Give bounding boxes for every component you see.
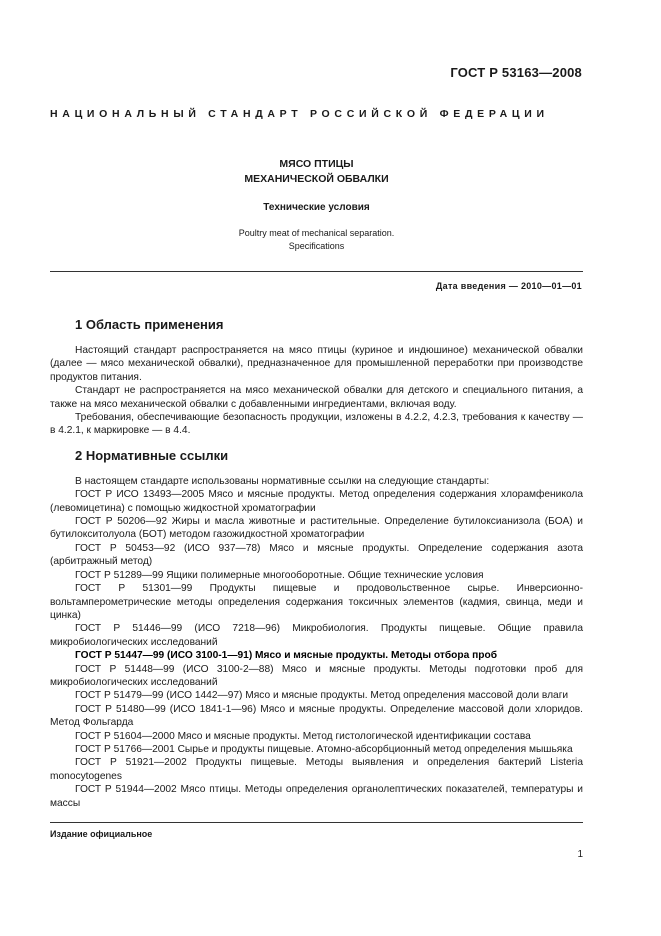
reference-item: ГОСТ Р 51447—99 (ИСО 3100-1—91) Мясо и мясные продукты. Методы отбора проб (75, 650, 498, 662)
reference-item: ГОСТ Р 50453—92 (ИСО 937—78) Мясо и мясные продукты. Определение содержания азота (арбитражный метод) (50, 542, 583, 568)
reference-item: ГОСТ Р 50206—92 Жиры и масла животные и растительные. Определение бутилоксианизола (БОА) и бутилокситолуола (БОТ) методом газожидкостной хроматографии (50, 516, 583, 541)
section-1-paragraph: Стандарт не распространяется на мясо механической обвалки для детского и специального питания, а также на мясо механической обвалки с добавленными ингредиентами, включая воду. (50, 385, 583, 410)
reference-item: ГОСТ Р 51766—2001 Сырье и продукты пищевые. Атомно-абсорбционный метод определения мышьяка (75, 743, 573, 755)
reference-item: ГОСТ Р 51448—99 (ИСО 3100-2—88) Мясо и мясные продукты. Методы подготовки проб для микробиологических исследований (50, 663, 583, 688)
reference-item: ГОСТ Р 51480—99 (ИСО 1841-1—96) Мясо и мясные продукты. Определение массовой доли хлоридов. Метод Фольгарда (50, 703, 583, 729)
reference-item: ГОСТ Р ИСО 13493—2005 Мясо и мясные продукты. Метод определения содержания хлорамфеникола (левомицетина) с помощью жидкостной хроматографии (50, 489, 583, 514)
english-title-line-1: Poultry meat of mechanical separation. (238, 228, 395, 238)
main-content (50, 317, 583, 810)
header-divider (50, 271, 583, 272)
section-1-heading: 1 Область применения (75, 317, 224, 332)
edition-note: Издание официальное (50, 829, 153, 839)
section-1-paragraph: Требования, обеспечивающие безопасность продукции, изложены в 4.2.2, 4.2.3, требования к качеству — в 4.2.1, к маркировке — в 4.4. (50, 412, 583, 437)
reference-item: ГОСТ Р 51289—99 Ящики полимерные многооборотные. Общие технические условия (75, 569, 484, 581)
section-2-intro: В настоящем стандарте использованы нормативные ссылки на следующие стандарты: (75, 475, 490, 487)
reference-item: ГОСТ Р 51446—99 (ИСО 7218—96) Микробиология. Продукты пищевые. Общие правила микробиологических исследований (50, 623, 583, 648)
footer-divider (50, 822, 583, 823)
title-line-2: МЕХАНИЧЕСКОЙ ОБВАЛКИ (244, 173, 389, 185)
title-line-1: МЯСО ПТИЦЫ (279, 158, 354, 170)
reference-item: ГОСТ Р 51944—2002 Мясо птицы. Методы определения органолептических показателей, температуры и массы (50, 784, 583, 809)
national-standard-banner: НАЦИОНАЛЬНЫЙ СТАНДАРТ РОССИЙСКОЙ ФЕДЕРАЦИИ (50, 108, 549, 120)
section-2-heading: 2 Нормативные ссылки (75, 447, 229, 463)
reference-item: ГОСТ Р 51921—2002 Продукты пищевые. Методы выявления и определения бактерий Listeria monocytogenes (50, 757, 583, 782)
reference-item: ГОСТ Р 51301—99 Продукты пищевые и продовольственное сырье. Инверсионно-вольтамперометрические методы определения содержания токсичных элементов (кадмия, свинца, меди и цинка) (50, 583, 583, 621)
title-block (50, 157, 583, 253)
reference-item: ГОСТ Р 51479—99 (ИСО 1442—97) Мясо и мясные продукты. Метод определения массовой доли влаги (75, 690, 569, 702)
introduction-date: Дата введения — 2010—01—01 (435, 281, 582, 291)
page-number: 1 (577, 849, 583, 860)
section-1-paragraph: Настоящий стандарт распространяется на мясо птицы (куриное и индюшиное) механической обвалки (далее — мясо механической обвалки), предназначенное для промышленной переработки при производстве продуктов питания. (50, 345, 583, 383)
english-title-line-2: Specifications (288, 241, 345, 251)
document-number: ГОСТ Р 53163—2008 (450, 65, 582, 80)
reference-item: ГОСТ Р 51604—2000 Мясо и мясные продукты. Метод гистологической идентификации состава (75, 730, 531, 742)
document-subtitle: Технические условия (263, 202, 370, 213)
